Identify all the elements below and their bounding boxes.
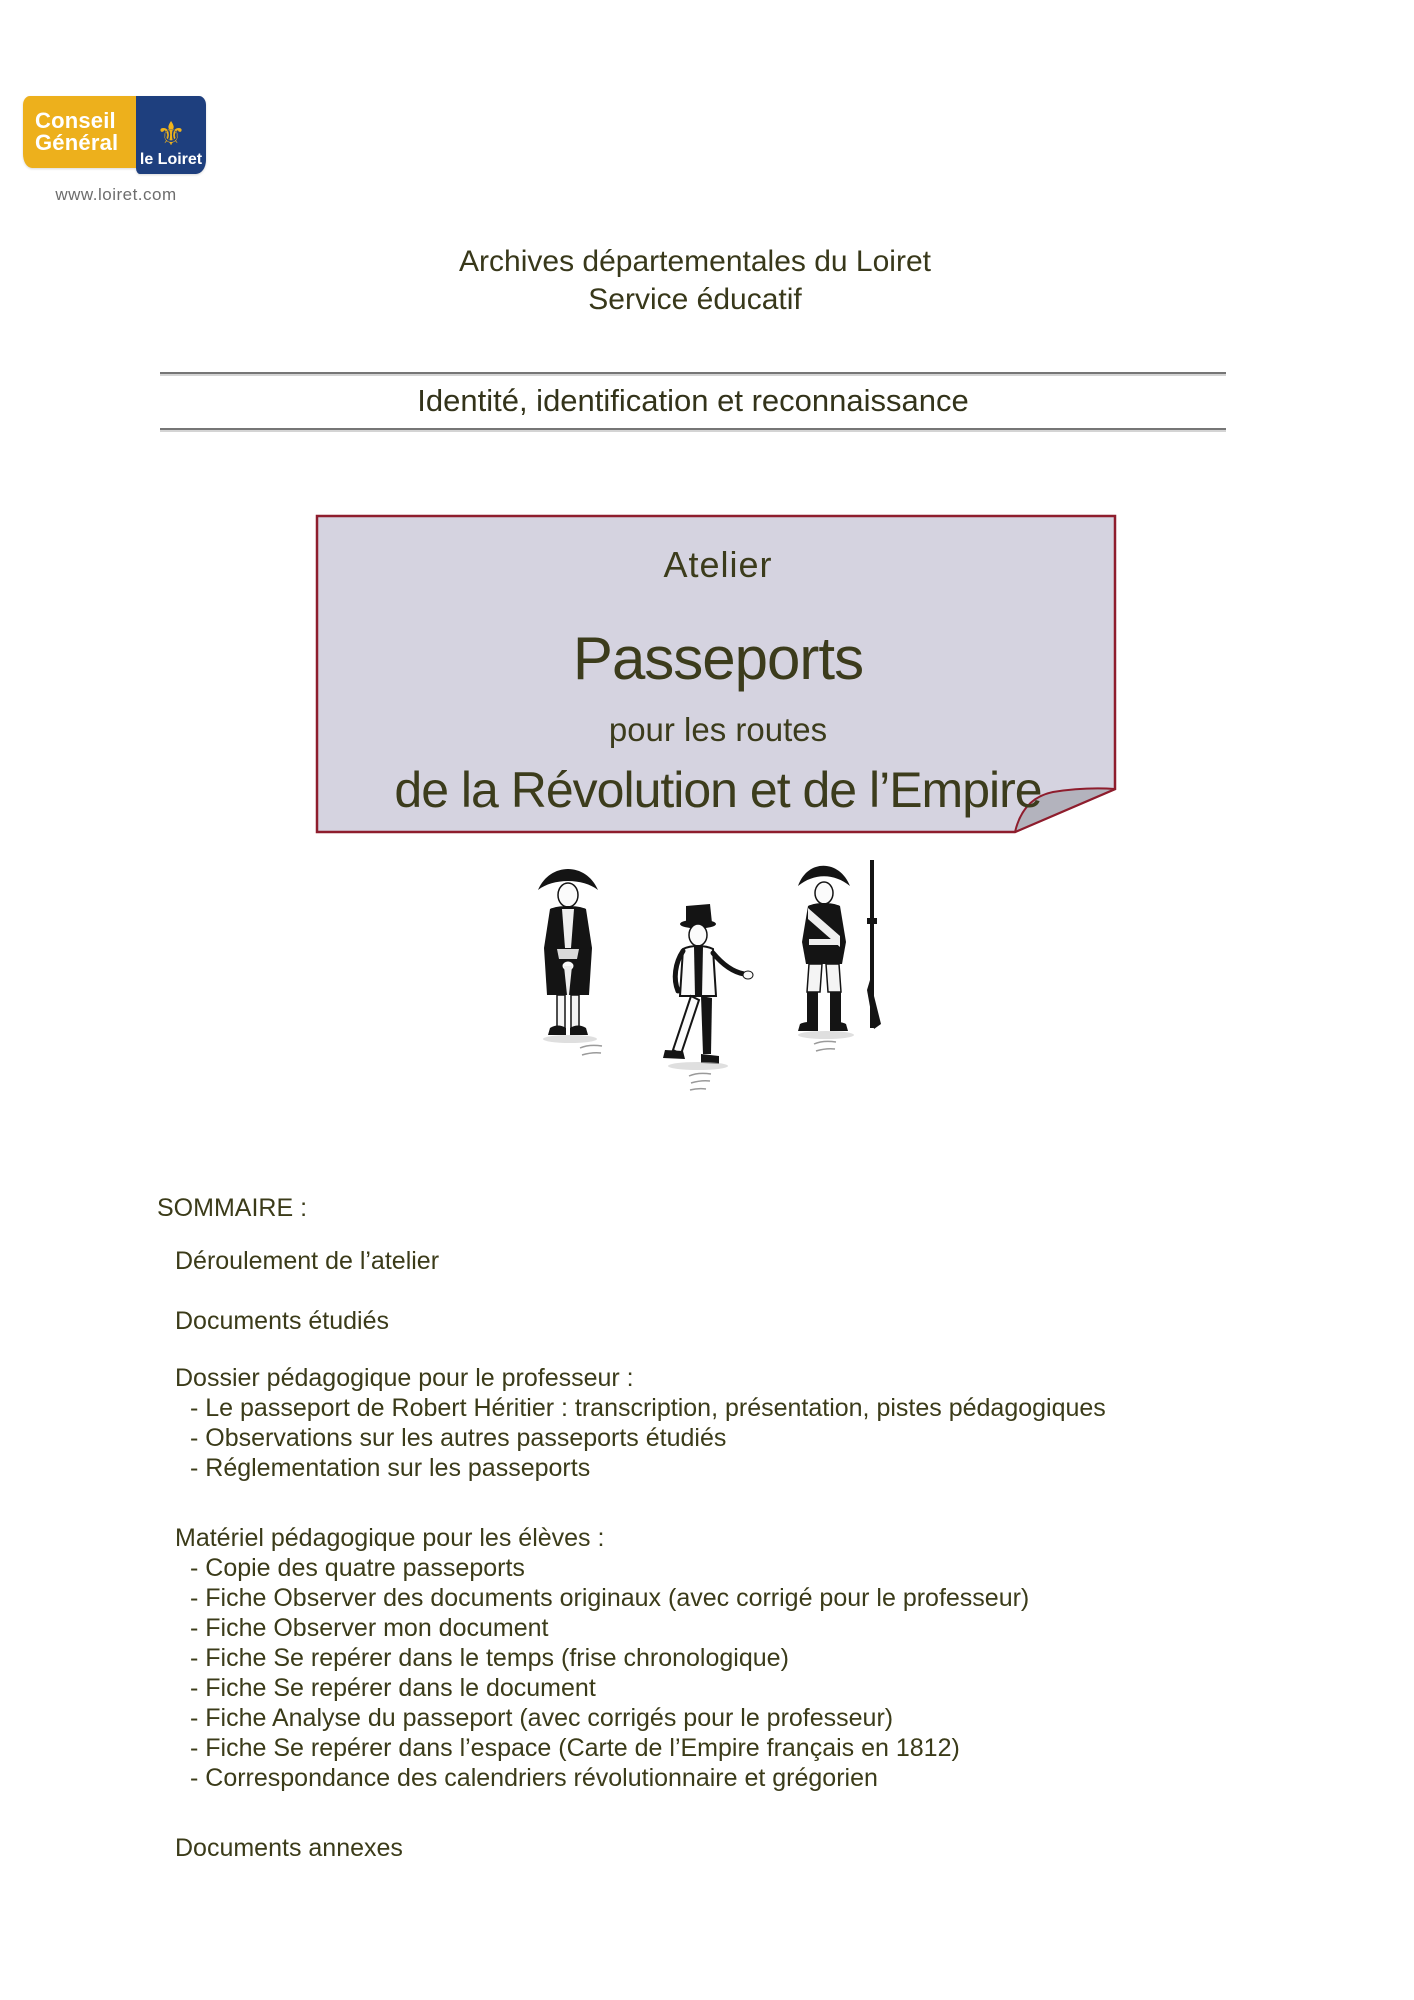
figure-traveller-illustration <box>663 904 753 1090</box>
sommaire-entry: Dossier pédagogique pour le professeur : <box>175 1364 634 1392</box>
logo-conseil-general-block <box>23 96 136 168</box>
logo-text-general: Général <box>35 130 119 155</box>
horizontal-rule-bottom <box>160 428 1226 432</box>
sommaire-subentry: - Fiche Se repérer dans le document <box>190 1674 596 1702</box>
atelier-box <box>318 516 1118 834</box>
sommaire-entry: Matériel pédagogique pour les élèves : <box>175 1524 605 1552</box>
sommaire-subentry: - Fiche Se repérer dans le temps (frise chronologique) <box>190 1644 789 1672</box>
sommaire-subentry: - Fiche Observer mon document <box>190 1614 549 1642</box>
sommaire-subentry: - Observations sur les autres passeports étudiés <box>190 1424 727 1452</box>
logo-le-loiret-block <box>136 96 206 174</box>
sommaire-subentry: - Fiche Observer des documents originaux (avec corrigé pour le professeur) <box>190 1584 1030 1612</box>
banner <box>160 372 1226 432</box>
figure-signature <box>689 1073 711 1090</box>
fleur-de-lis-icon: ⚜ <box>156 115 186 152</box>
page-title: Identité, identification et reconnaissance <box>417 383 969 418</box>
sommaire-subentry: - Fiche Analyse du passeport (avec corrigés pour le professeur) <box>190 1704 894 1732</box>
atelier-subtitle: pour les routes <box>608 711 828 748</box>
sommaire-subentry: - Correspondance des calendriers révolutionnaire et grégorien <box>190 1764 878 1792</box>
logo-website-url: www.loiret.com <box>55 185 177 204</box>
sommaire-heading: SOMMAIRE : <box>157 1194 308 1222</box>
atelier-title: Passeports <box>572 625 864 692</box>
period-figures-illustration <box>488 852 918 1120</box>
sommaire-subentry: - Réglementation sur les passeports <box>190 1454 591 1482</box>
sommaire-section <box>157 1193 1277 1863</box>
sommaire-subentry: - Le passeport de Robert Héritier : transcription, présentation, pistes pédagogiques <box>190 1394 1106 1422</box>
atelier-label: Atelier <box>663 544 773 585</box>
org-header <box>155 243 1235 319</box>
figure-soldier-illustration <box>798 860 881 1051</box>
sommaire-entry: Documents étudiés <box>175 1307 390 1335</box>
logo-text-le-loiret: le Loiret <box>139 151 203 168</box>
figure-signature <box>580 1045 602 1055</box>
conseil-general-logo <box>23 96 209 205</box>
org-service: Service éducatif <box>588 283 802 316</box>
sommaire-subentry: - Fiche Se repérer dans l’espace (Carte de l’Empire français en 1812) <box>190 1734 960 1762</box>
logo-text-conseil: Conseil <box>35 107 116 133</box>
logo-banner <box>23 96 209 174</box>
atelier-title-line2: de la Révolution et de l’Empire <box>394 762 1042 818</box>
sommaire-entry: Documents annexes <box>175 1834 403 1862</box>
org-name: Archives départementales du Loiret <box>459 245 931 278</box>
figure-signature <box>814 1041 836 1051</box>
sommaire-entry: Déroulement de l’atelier <box>175 1247 440 1275</box>
figure-official-illustration <box>538 869 602 1055</box>
sommaire-subentry: - Copie des quatre passeports <box>190 1554 525 1582</box>
